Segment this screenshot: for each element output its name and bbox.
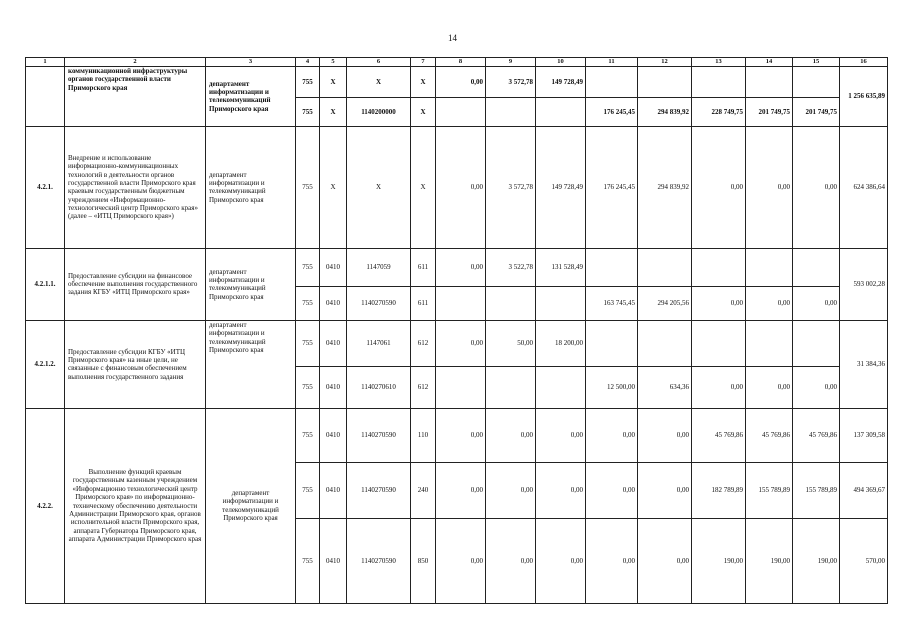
table-cell: 155 789,89	[746, 462, 793, 518]
table-cell: 240	[411, 462, 436, 518]
total-cell: 137 309,58	[840, 408, 888, 462]
budget-table	[25, 57, 888, 604]
table-cell: 149 728,49	[536, 126, 586, 248]
table-cell: 0410	[320, 408, 347, 462]
table-cell: 190,00	[793, 518, 840, 603]
header-cell: 10	[536, 58, 586, 67]
table-cell: 1140270610	[347, 366, 411, 408]
table-cell: 611	[411, 286, 436, 320]
table-cell: 0,00	[692, 286, 746, 320]
table-cell	[793, 248, 840, 286]
table-cell	[436, 97, 486, 126]
table-cell: 0,00	[486, 462, 536, 518]
header-row	[26, 58, 888, 67]
table-cell: 201 749,75	[746, 97, 793, 126]
responsible-dept: департамент информатизации и телекоммуникаций Приморского края	[206, 320, 296, 408]
table-cell: 755	[296, 97, 320, 126]
table-cell: 634,36	[638, 366, 692, 408]
table-cell: 755	[296, 66, 320, 97]
table-cell	[746, 320, 793, 366]
table-cell: 755	[296, 518, 320, 603]
table-cell: 149 728,49	[536, 66, 586, 97]
table-cell: 0,00	[638, 518, 692, 603]
table-cell: 1140270590	[347, 518, 411, 603]
table-cell	[586, 320, 638, 366]
table-cell	[638, 320, 692, 366]
table-cell: 0,00	[586, 408, 638, 462]
activity-name: Внедрение и использование информационно-коммуникационных технологий в деятельности органов государственной власти Приморского края краевым государственным бюджетным учреждением «Информационно-технологический центр Приморского края» (далее – «ИТЦ Приморского края»)	[65, 126, 206, 248]
table-cell: 755	[296, 366, 320, 408]
table-cell	[793, 320, 840, 366]
table-cell: 45 769,86	[746, 408, 793, 462]
table-cell	[692, 248, 746, 286]
row-code: 4.2.1.2.	[26, 320, 65, 408]
table-row	[26, 126, 888, 248]
header-cell: 13	[692, 58, 746, 67]
row-code: 4.2.2.	[26, 408, 65, 603]
table-cell: 0,00	[436, 248, 486, 286]
table-cell: 0,00	[436, 462, 486, 518]
row-code-cell	[26, 66, 65, 126]
table-cell: 0,00	[638, 462, 692, 518]
table-cell: 201 749,75	[793, 97, 840, 126]
table-cell: 110	[411, 408, 436, 462]
header-cell: 8	[436, 58, 486, 67]
activity-name: Выполнение функций краевым государственным казенным учреждением «Информационно технологический центр Приморского края» по информационно-техническому обеспечению деятельности Администрации Приморского края, органов исполнительной власти Приморского края, аппарата Губернатора Приморского края, аппарата Администрации Приморского края	[65, 408, 206, 603]
responsible-dept: департамент информатизации и телекоммуникаций Приморского края	[206, 408, 296, 603]
header-cell: 16	[840, 58, 888, 67]
table-cell: 755	[296, 248, 320, 286]
header-cell: 14	[746, 58, 793, 67]
table-cell: 1140270590	[347, 408, 411, 462]
table-cell: 45 769,86	[692, 408, 746, 462]
activity-name: Предоставление субсидии КГБУ «ИТЦ Приморского края» на иные цели, не связанные с финансовым обеспечением выполнения государственного задания	[65, 320, 206, 408]
table-cell: 755	[296, 320, 320, 366]
table-cell: 1140200000	[347, 97, 411, 126]
table-cell: 0,00	[692, 366, 746, 408]
table-cell	[436, 286, 486, 320]
header-cell: 11	[586, 58, 638, 67]
total-cell: 1 256 635,89	[840, 66, 888, 126]
table-cell: 0,00	[746, 126, 793, 248]
table-cell: X	[411, 97, 436, 126]
table-cell: 0,00	[486, 518, 536, 603]
table-cell: X	[320, 126, 347, 248]
header-cell: 6	[347, 58, 411, 67]
table-cell: 0,00	[586, 518, 638, 603]
row-code: 4.2.1.	[26, 126, 65, 248]
table-cell: 1147061	[347, 320, 411, 366]
table-cell: 0,00	[536, 518, 586, 603]
table-cell: 1140270590	[347, 286, 411, 320]
table-cell: 155 789,89	[793, 462, 840, 518]
table-cell	[586, 66, 638, 97]
table-cell: 0,00	[536, 462, 586, 518]
table-cell: 612	[411, 366, 436, 408]
table-cell: 0,00	[793, 126, 840, 248]
table-cell: 0,00	[486, 408, 536, 462]
table-row	[26, 248, 888, 286]
table-cell: 0,00	[586, 462, 638, 518]
table-cell: 1140270590	[347, 462, 411, 518]
table-cell: 0410	[320, 286, 347, 320]
table-cell: 190,00	[692, 518, 746, 603]
table-cell: 0,00	[793, 366, 840, 408]
table-cell	[638, 248, 692, 286]
table-row	[26, 66, 888, 97]
table-cell: 12 500,00	[586, 366, 638, 408]
table-row	[26, 320, 888, 366]
table-cell: 0,00	[436, 408, 486, 462]
table-cell: 3 572,78	[486, 66, 536, 97]
table-cell	[536, 366, 586, 408]
table-cell	[586, 248, 638, 286]
table-cell: 0,00	[436, 320, 486, 366]
table-cell: 163 745,45	[586, 286, 638, 320]
table-cell	[746, 248, 793, 286]
row-code: 4.2.1.1.	[26, 248, 65, 320]
table-cell: 0,00	[436, 66, 486, 97]
activity-name: Предоставление субсидии на финансовое обеспечение выполнения государственного задания КГБУ «ИТЦ Приморского края»	[65, 248, 206, 320]
table-cell: 0410	[320, 366, 347, 408]
table-cell: X	[411, 66, 436, 97]
table-cell: 0,00	[638, 408, 692, 462]
table-cell: 612	[411, 320, 436, 366]
table-cell: 0,00	[692, 126, 746, 248]
header-cell: 9	[486, 58, 536, 67]
header-cell: 3	[206, 58, 296, 67]
table-cell: 50,00	[486, 320, 536, 366]
responsible-dept: департамент информатизации и телекоммуникаций Приморского края	[206, 248, 296, 320]
table-cell	[536, 286, 586, 320]
total-cell: 624 386,64	[840, 126, 888, 248]
table-cell: 755	[296, 126, 320, 248]
total-cell: 570,00	[840, 518, 888, 603]
table-cell: 176 245,45	[586, 126, 638, 248]
table-cell: X	[320, 97, 347, 126]
table-cell	[793, 66, 840, 97]
header-cell: 1	[26, 58, 65, 67]
total-cell: 593 002,28	[840, 248, 888, 320]
header-cell: 15	[793, 58, 840, 67]
table-cell: 611	[411, 248, 436, 286]
table-cell: 0,00	[746, 286, 793, 320]
table-cell: 0410	[320, 518, 347, 603]
table-cell	[746, 66, 793, 97]
header-cell: 2	[65, 58, 206, 67]
table-cell	[692, 66, 746, 97]
table-cell	[692, 320, 746, 366]
table-cell: 0410	[320, 462, 347, 518]
table-cell	[436, 366, 486, 408]
table-cell: 0,00	[793, 286, 840, 320]
table-cell: 0,00	[536, 408, 586, 462]
activity-name: коммуникационной инфраструктуры органов государственной власти Приморского края	[65, 66, 206, 126]
table-cell: X	[411, 126, 436, 248]
table-cell: 3 572,78	[486, 126, 536, 248]
table-cell: 190,00	[746, 518, 793, 603]
table-cell: 0,00	[746, 366, 793, 408]
table-cell: X	[347, 66, 411, 97]
table-cell: 131 528,49	[536, 248, 586, 286]
table-cell: 755	[296, 286, 320, 320]
table-cell: 18 200,00	[536, 320, 586, 366]
page-number: 14	[448, 33, 457, 43]
responsible-dept: департамент информатизации и телекоммуникаций Приморского края	[206, 126, 296, 248]
table-cell: X	[320, 66, 347, 97]
table-cell: X	[347, 126, 411, 248]
table-cell: 182 789,89	[692, 462, 746, 518]
table-cell	[486, 366, 536, 408]
table-cell: 0,00	[436, 518, 486, 603]
responsible-dept: департамент информатизации и телекоммуникаций Приморского края	[206, 66, 296, 126]
header-cell: 7	[411, 58, 436, 67]
table-cell: 755	[296, 408, 320, 462]
table-row	[26, 408, 888, 462]
table-cell: 0410	[320, 320, 347, 366]
total-cell: 31 384,36	[840, 320, 888, 408]
table-cell: 294 839,92	[638, 97, 692, 126]
header-cell: 5	[320, 58, 347, 67]
table-cell	[486, 286, 536, 320]
table-cell: 3 522,78	[486, 248, 536, 286]
table-cell: 176 245,45	[586, 97, 638, 126]
table-cell: 850	[411, 518, 436, 603]
table-cell: 228 749,75	[692, 97, 746, 126]
table-cell	[536, 97, 586, 126]
header-cell: 12	[638, 58, 692, 67]
table-cell: 755	[296, 462, 320, 518]
table-cell	[486, 97, 536, 126]
table-cell: 294 839,92	[638, 126, 692, 248]
table-cell: 45 769,86	[793, 408, 840, 462]
total-cell: 494 369,67	[840, 462, 888, 518]
table-cell: 0410	[320, 248, 347, 286]
header-cell: 4	[296, 58, 320, 67]
table-cell: 0,00	[436, 126, 486, 248]
table-cell: 1147059	[347, 248, 411, 286]
table-cell	[638, 66, 692, 97]
table-cell: 294 205,56	[638, 286, 692, 320]
